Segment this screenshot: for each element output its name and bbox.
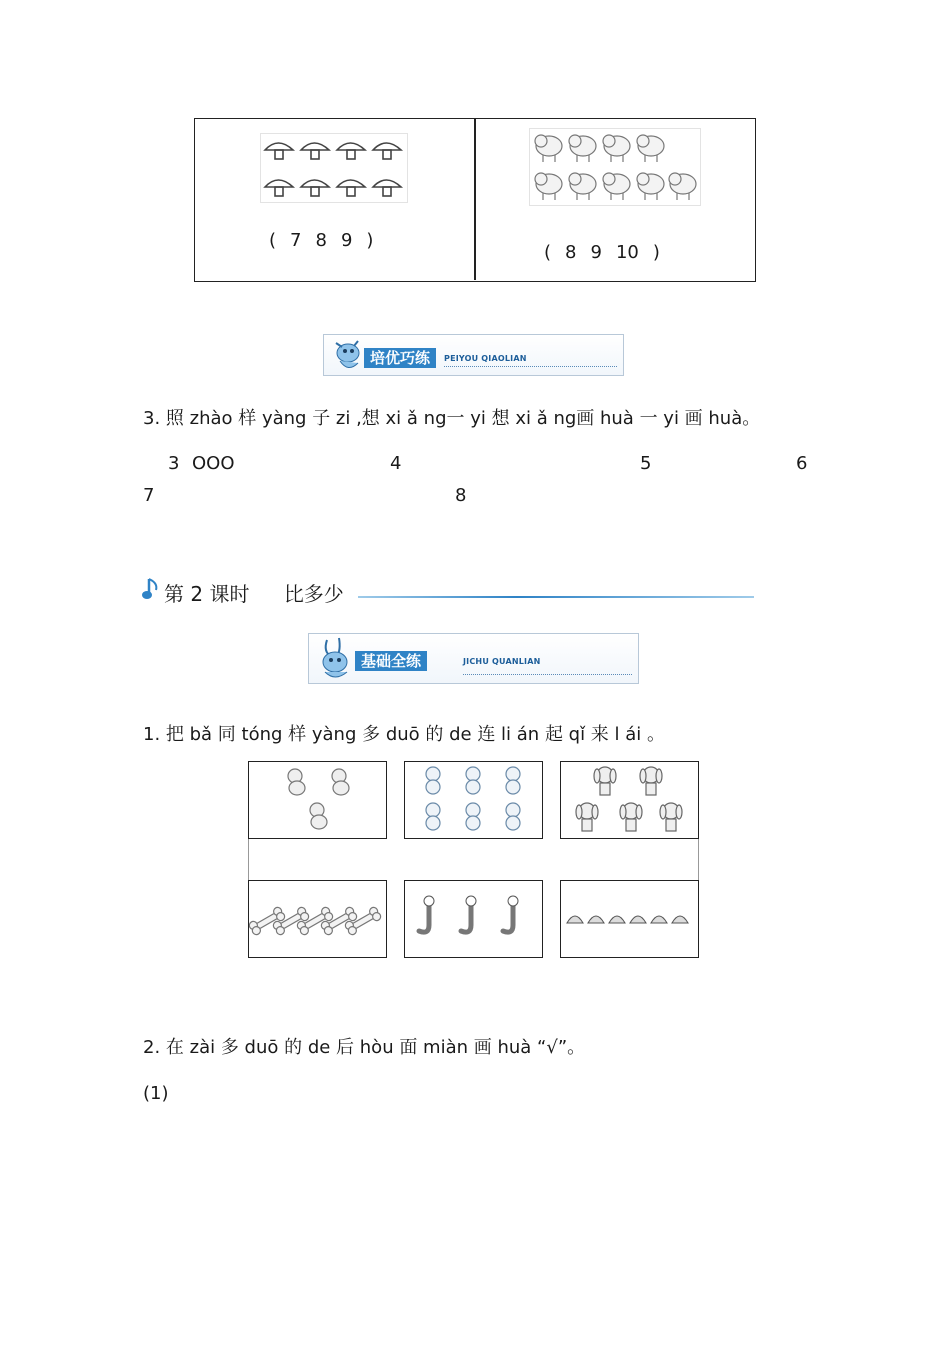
choice-paren-close: ): [366, 230, 374, 251]
q3-example-circles: OOO: [192, 453, 235, 474]
card-three-puppies[interactable]: [248, 761, 387, 839]
monkey-icon: [405, 762, 541, 837]
banner-title: 基础全练: [355, 651, 427, 671]
lesson-number: 第 2 课时: [164, 582, 250, 606]
question-2-subpart: (1): [143, 1083, 169, 1104]
q3-number-7: 7: [143, 485, 155, 506]
choice-option[interactable]: 7: [290, 230, 302, 251]
card-three-worms[interactable]: [404, 880, 543, 958]
banner-pinyin: JICHU QUANLIAN: [463, 657, 541, 666]
lesson-title-underline: [358, 596, 754, 598]
worm-icon: [405, 881, 541, 956]
bone-icon: [249, 881, 385, 956]
card-five-dogs[interactable]: [560, 761, 699, 839]
choice-option[interactable]: 8: [565, 242, 577, 263]
choice-option[interactable]: 10: [615, 242, 639, 263]
card-six-shells[interactable]: [560, 880, 699, 958]
card-six-monkeys[interactable]: [404, 761, 543, 839]
choice-option[interactable]: 8: [315, 230, 327, 251]
dog-icon: [561, 762, 697, 837]
music-note-icon: [142, 577, 162, 601]
banner-dotted-line: [463, 674, 632, 675]
q3-number-3: 3: [168, 453, 180, 474]
question-1-prompt: 1. 把 bǎ 同 tóng 样 yàng 多 duō 的 de 连 li án 起 qǐ 来 l ái 。: [143, 724, 666, 745]
banner-pinyin: PEIYOU QIAOLIAN: [444, 354, 527, 363]
card-five-bones[interactable]: [248, 880, 387, 958]
table-divider: [474, 119, 476, 280]
question-2-prompt: 2. 在 zài 多 duō 的 de 后 hòu 面 miàn 画 huà “√”。: [143, 1037, 586, 1058]
shell-icon: [561, 881, 697, 956]
section-banner-peiyou: [323, 334, 624, 376]
mushroom-group-image: [260, 133, 408, 203]
left-count-choices: [262, 230, 380, 251]
lesson-title: [164, 578, 344, 607]
cartoon-creature-icon: [326, 337, 366, 375]
question-3-prompt: 3. 照 zhào 样 yàng 子 zi ,想 xi ǎ ng一 yi 想 xi ǎ ng画 huà 一 yi 画 huà。: [143, 408, 761, 429]
choice-option[interactable]: 9: [590, 242, 602, 263]
section-banner-jichu: [308, 633, 639, 684]
puppy-icon: [249, 762, 385, 837]
right-count-choices: [537, 242, 667, 263]
sheep-group-image: [529, 128, 701, 206]
q3-number-8: 8: [455, 485, 467, 506]
q3-number-6: 6: [796, 453, 808, 474]
choice-option[interactable]: 9: [340, 230, 353, 251]
q3-number-4: 4: [390, 453, 402, 474]
cartoon-rabbit-icon: [311, 636, 357, 682]
choice-paren-open: (: [269, 230, 277, 251]
q3-number-5: 5: [640, 453, 652, 474]
choice-paren-close: ): [652, 242, 660, 263]
lesson-topic: 比多少: [283, 582, 344, 606]
banner-title: 培优巧练: [364, 348, 436, 368]
banner-dotted-line: [444, 366, 617, 367]
mushroom-icon: [265, 143, 401, 196]
choice-paren-open: (: [544, 242, 552, 263]
sheep-icon: [535, 135, 696, 200]
